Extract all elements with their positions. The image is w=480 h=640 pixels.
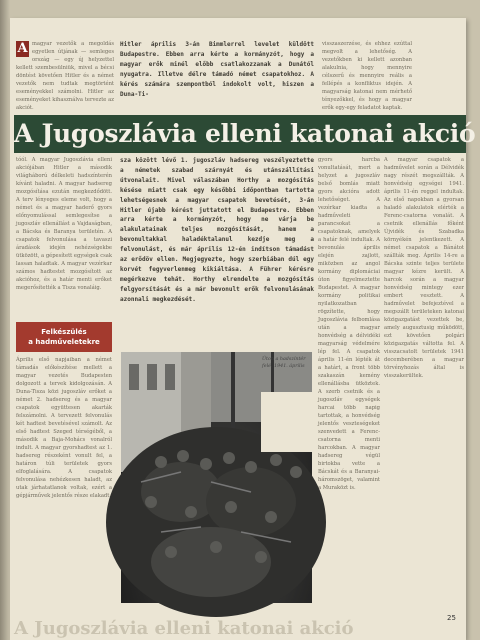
body-column-4-text: A magyar csapatok a hadművelet során a Délvidék nagy részét megszállták. A honvédség egységei 1941. április 11-én reggel indultak. Az első napokban a gyorsan haladó alakulatok elérték a Ferenc-csatorna vonalát. A csetnik ellenállás főként Újvidék és Szabadka környékén jelentkezett. A német csapatok a Bánátot szállták meg. Április 14-re a Bácska szinte teljes területe magyar kézre került. A harcok során a magyar honvédség mintegy ezer embert vesztett. A hadművelet befejeztével a megszállt területeken katonai közigazgatást vezettek be, amely augusztusig működött, ezt követően polgári közigazgatás váltotta fel. A visszacsatolt területek 1941 decemberében a magyar törvényhozás által is visszakerültek. xyxy=(384,157,464,379)
body-column-2 xyxy=(120,156,314,348)
intro-center-column xyxy=(120,40,314,112)
body-column-3-text: gyors harcba vonultatását, mert a helyzet a jugoszláv belső bomlás miatt gyors akcióra adott lehetőséget. A vezérkar kiadta a hadműveleti parancsokat a csapatoknak, amelyek a határ felé indultak. A bevonulás április elején zajlott, miközben az angol kormány diplomáciai úton figyelmeztette Budapestet. A magyar kormány politikai nyilatkozatban rögzítette, hogy Jugoszlávia felbomlása után a magyar honvédség a délvidéki magyarság védelmére lép fel. A csapatok április 11-én lépték át a határt, a front több szakaszán kemény ellenállásba ütköztek. A szerb csetnik és a jugoszláv egységek harcai több napig tartottak, a honvédség jelentős veszteségeket szenvedett a Ferenc-csatorna menti harcokban. A magyar hadsereg végül birtokba vette a Bácskát és a Baranyai-háromszöget, valamint a Muraközt is. xyxy=(318,157,380,491)
drop-cap: A xyxy=(17,41,28,56)
body-column-3 xyxy=(318,156,380,612)
page-number: 25 xyxy=(447,614,456,622)
book-binding-shadow xyxy=(0,0,10,640)
sidebar-text: Április első napjaiban a német támadás előkészítése mellett a magyar vezetés Budapesten dolgozott a tervek kidolgozásán. A Duna-Tisza közi jugoszláv erőket a német 2. hadsereg és a magyar csapatok együttesen akarták felszámolni. A tervezett felvonulás két hadtest bevetésével számolt. Az első hadtest Szeged térségéből, a második a Baja-Mohács vonalról indult. A magyar gyorshadtest az 1. hadsereg részeként vonult fel, a határon túli területek gyors elfoglalására. A csapatok felvonulása nehézkesen haladt, az utak járhatatlanok voltak, ezért a gépjárművek jelentős része elakadt. xyxy=(16,357,112,499)
historical-photo xyxy=(121,352,312,603)
body-column-4 xyxy=(384,156,464,612)
sidebar-heading xyxy=(16,322,112,352)
sidebar-heading-line-1: Felkészülés xyxy=(41,328,87,336)
photo-soldiers-illustration xyxy=(121,352,312,603)
sidebar-column xyxy=(16,356,112,612)
body-column-1 xyxy=(16,156,112,318)
photo-caption: Úton a hadszíntér felé. 1941. április xyxy=(262,357,306,369)
intro-left-column xyxy=(16,40,114,112)
intro-left-text: magyar vezetők a megoldás egyetlen útjának — semleges ország — egy új helyzettel kellett szembesülniük, mivel a bécsi döntést követően Hitler és a német vezetők nem tudtak megtörtént eseményekkel számolni. Hitler az eseményeket kihasználva tervezte az akciót. xyxy=(16,41,114,111)
article-headline: A Jugoszlávia elleni katonai akció xyxy=(14,115,466,153)
body-column-2-text: sza között lévő 1. jugoszláv hadsereg veszélyeztette a németek szabad szárnyát és utánszállítási útvonalait. Mivel válaszában Horthy a mozgósítás késése miatt csak egy későbbi időpontban tartotta lehetségesnek a magyar csapatok bevetését, 3-án Hitler újabb kérést juttatott el Budapestre. Ebben arra kérte a kormányzót, hogy ne várja be alakulatainak teljes mozgósítását, hanem a bevonultakkal haladéktalanul kezdje meg a felvonulást, és már április 12-én indítson támadást az erődöv ellen. Megjegyezte, hogy szerbiában dúl egy korvét fegyverlenmeg kikiáltása. A Führer kérésre megérkezve tehát. Horthy elrendelte a mozgósítás felgyorsítását és a már bevonult erők felvonulásának azonnali megkezdését. xyxy=(120,157,314,303)
intro-center-text: Hitler április 3-án Bimmlerrel levelet küldött Budapestre. Ebben arra kérte a kormányzót, hogy a magyar erők minél előbb csatlakozzanak a Dunától nyugatra. Illetve délre támadó német csapatokhoz. A kérés számára szempontból indokolt volt, hiszen a Duna-Ti- xyxy=(120,41,314,98)
body-column-1-text: tóól. A magyar Jugoszlávia elleni akciójában Hitler a második világháború délkeleti hadszínterén kívánt haladni. A magyar hadsereg mozgósítása ezután megkezdődött. A terv lényeges eleme volt, hogy a német és a magyar haderő gyors előnyomulással semlegesítse a jugoszláv ellenállást a Vajdaságban, a Bácska és Baranya területén. A csapatok felvonulása a tavaszi áradások idején nehézségekbe ütközött, a gépesített egységek csak lassan haladtak. A magyar vezérkar számos hadtestet mozgósított az akcióhoz, és a határ menti erőket megerősítették a Tisza vonaláig. xyxy=(16,157,112,291)
intro-right-text: visszaszerzése, és ehhez ezúttal megvolt a lehetőség. A vezetőkben ki kellett azonban alakulnia, hogy mennyire célszerű és mennyire reális a fellépés a konfliktus idején. A magyarság katonai nem mérhető tényezőkkel, és hogy a magyar erők egy-egy feladatot kaptak. xyxy=(322,41,412,111)
intro-right-column xyxy=(322,40,412,112)
sidebar-heading-line-2: a hadműveletekre xyxy=(28,338,100,346)
next-page-blurred-text: A Jugoszlávia elleni katonai akció xyxy=(14,618,354,639)
